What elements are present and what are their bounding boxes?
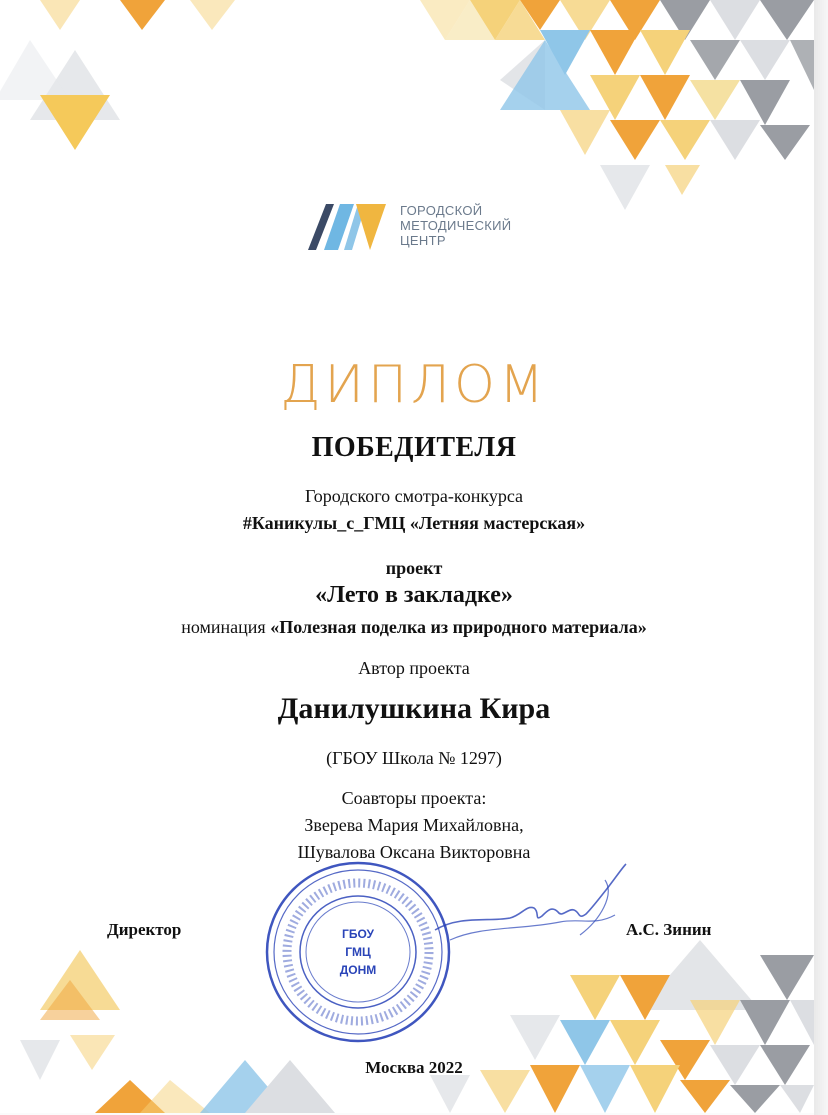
logo-line-2: МЕТОДИЧЕСКИЙ [400, 218, 512, 233]
stamp-line-3: ДОНМ [339, 963, 377, 977]
gmc-logo-icon [308, 198, 388, 258]
contest-label: Городского смотра-конкурса [304, 486, 524, 506]
coauthor-1: Зверева Мария Михайловна, [304, 815, 524, 835]
diploma-title: ДИПЛОМ [280, 355, 548, 415]
author-name: Данилушкина Кира [277, 692, 551, 725]
school-name: (ГБОУ Школа № 1297) [326, 748, 502, 768]
nomination-name: «Полезная поделка из природного материала» [270, 617, 647, 637]
stamp-line-1: ГБОУ [342, 927, 374, 941]
director-label: Директор [107, 920, 182, 939]
logo-line-1: ГОРОДСКОЙ [400, 203, 483, 218]
coauthor-2: Шувалова Оксана Викторовна [297, 842, 531, 862]
official-stamp [262, 858, 454, 1046]
nomination-prefix: номинация [181, 617, 266, 637]
project-name: «Лето в закладке» [315, 582, 513, 608]
director-name: А.С. Зинин [626, 920, 712, 939]
author-label: Автор проекта [358, 658, 470, 678]
stamp-line-2: ГМЦ [345, 945, 371, 959]
nomination [0, 617, 828, 638]
coauthors-label: Соавторы проекта: [341, 788, 487, 808]
gmc-logo [308, 198, 523, 258]
winner-subtitle: ПОБЕДИТЕЛЯ [311, 432, 517, 463]
logo-line-3: ЦЕНТР [400, 233, 446, 248]
logo-text [400, 203, 511, 248]
director-signature [430, 860, 630, 970]
project-label: проект [385, 558, 443, 578]
contest-hashtag: #Каникулы_с_ГМЦ «Летняя мастерская» [242, 513, 586, 533]
city-year: Москва 2022 [365, 1058, 463, 1077]
